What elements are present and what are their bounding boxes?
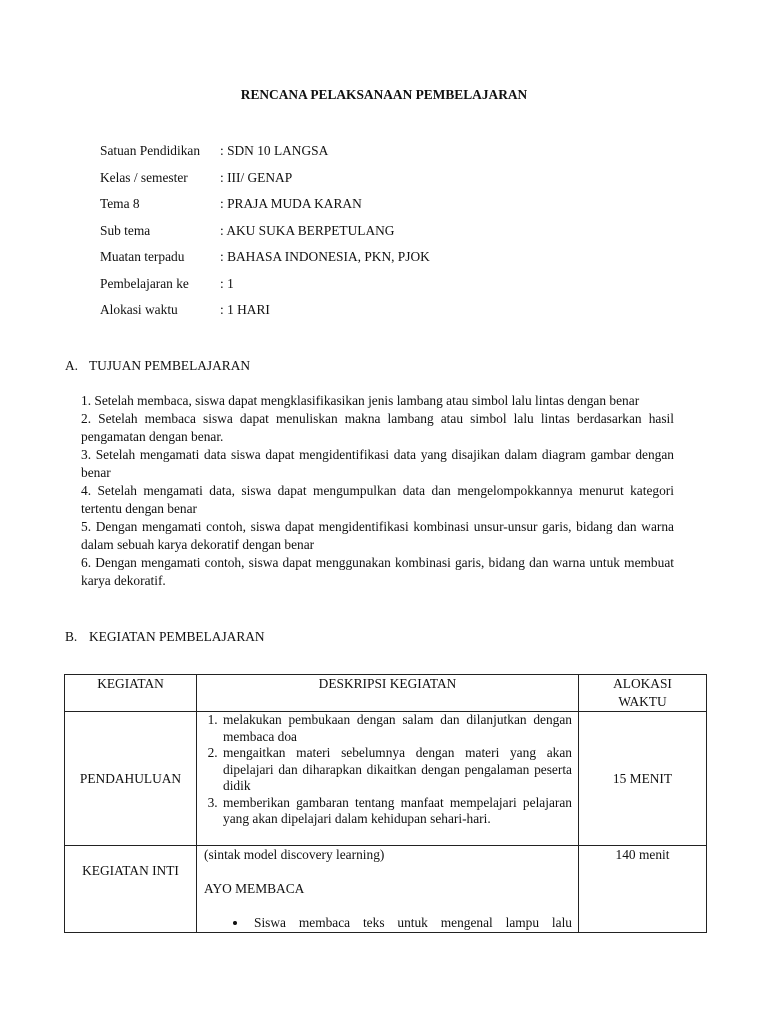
objective-item: 6. Dengan mengamati contoh, siswa dapat menggunakan kombinasi garis, bidang dan warna untuk membuat karya dekoratif.: [81, 555, 674, 588]
table-header-row: [65, 675, 707, 712]
row-description-inti: [197, 846, 579, 933]
list-item: 2. mengaitkan materi sebelumnya dengan materi yang akan dipelajari dan diharapkan dikaitkan dengan pengalaman peserta didik: [221, 745, 572, 795]
info-row: [100, 301, 660, 328]
row-time-inti: 140 menit: [579, 846, 707, 933]
objectives-list: [81, 392, 674, 590]
document-title: RENCANA PELAKSANAAN PEMBELAJARAN: [240, 87, 528, 102]
header-alokasi: ALOKASI WAKTU: [579, 675, 707, 712]
info-label: Muatan terpadu: [100, 249, 185, 264]
info-row: [100, 169, 660, 196]
info-value: : BAHASA INDONESIA, PKN, PJOK: [220, 249, 430, 264]
info-row: [100, 248, 660, 275]
info-row: [100, 222, 660, 249]
info-row: [100, 275, 660, 302]
info-value: : 1: [220, 275, 234, 291]
info-value: : PRAJA MUDA KARAN: [220, 196, 362, 211]
activities-table: [64, 674, 707, 933]
info-label: Sub tema: [100, 222, 151, 238]
activity-subheading: AYO MEMBACA: [204, 881, 305, 896]
info-label: Pembelajaran ke: [100, 275, 189, 291]
section-a-heading: [65, 357, 250, 375]
objective-item: 5. Dengan mengamati contoh, siswa dapat mengidentifikasi kombinasi unsur-unsur garis, bidang dan warna dalam sebuah karya dekoratif dengan benar: [81, 519, 674, 552]
info-value: : III/ GENAP: [220, 169, 293, 185]
list-item: • Siswa membaca teks untuk mengenal lampu lalu: [248, 914, 572, 932]
info-value: : SDN 10 LANGSA: [220, 143, 329, 158]
row-name-pendahuluan: PENDAHULUAN: [65, 712, 197, 846]
info-label: Alokasi waktu: [100, 302, 178, 317]
list-item: 1. melakukan pembukaan dengan salam dan dilanjutkan dengan membaca doa: [221, 712, 572, 745]
header-deskripsi: DESKRIPSI KEGIATAN: [197, 675, 579, 712]
section-b-heading: [65, 628, 265, 646]
info-label: Satuan Pendidikan: [100, 143, 201, 158]
model-note: (sintak model discovery learning): [204, 847, 385, 862]
section-title: KEGIATAN PEMBELAJARAN: [89, 629, 265, 644]
row-name-inti: KEGIATAN INTI: [65, 846, 197, 933]
row-time-pendahuluan: 15 MENIT: [579, 712, 707, 846]
identity-block: [100, 142, 660, 328]
objective-item: 1. Setelah membaca, siswa dapat mengklasifikasikan jenis lambang atau simbol lalu lintas dengan benar: [81, 393, 640, 408]
info-label: Kelas / semester: [100, 169, 188, 185]
info-value: : AKU SUKA BERPETULANG: [220, 222, 395, 238]
header-kegiatan: KEGIATAN: [65, 675, 197, 712]
table-row-pendahuluan: [65, 712, 707, 846]
section-letter: B.: [65, 629, 78, 644]
info-row: [100, 195, 660, 222]
objective-item: 4. Setelah mengamati data, siswa dapat mengumpulkan data dan mengelompokkannya menurut kategori tertentu dengan benar: [81, 483, 674, 516]
objective-item: 3. Setelah mengamati data siswa dapat mengidentifikasi data yang disajikan dalam diagram gambar dengan benar: [81, 447, 674, 480]
table-row-inti: [65, 846, 707, 933]
section-title: TUJUAN PEMBELAJARAN: [89, 358, 251, 373]
section-letter: A.: [65, 358, 79, 373]
info-row: [100, 142, 660, 169]
row-description-pendahuluan: [197, 712, 579, 846]
info-label: Tema 8: [100, 196, 140, 211]
list-item: 3. memberikan gambaran tentang manfaat mempelajari pelajaran yang akan dipelajari dalam kehidupan sehari-hari.: [221, 795, 572, 828]
objective-item: 2. Setelah membaca siswa dapat menuliskan makna lambang atau simbol lalu lintas berdasarkan hasil pengamatan dengan benar.: [81, 411, 674, 444]
info-value: : 1 HARI: [220, 302, 270, 317]
